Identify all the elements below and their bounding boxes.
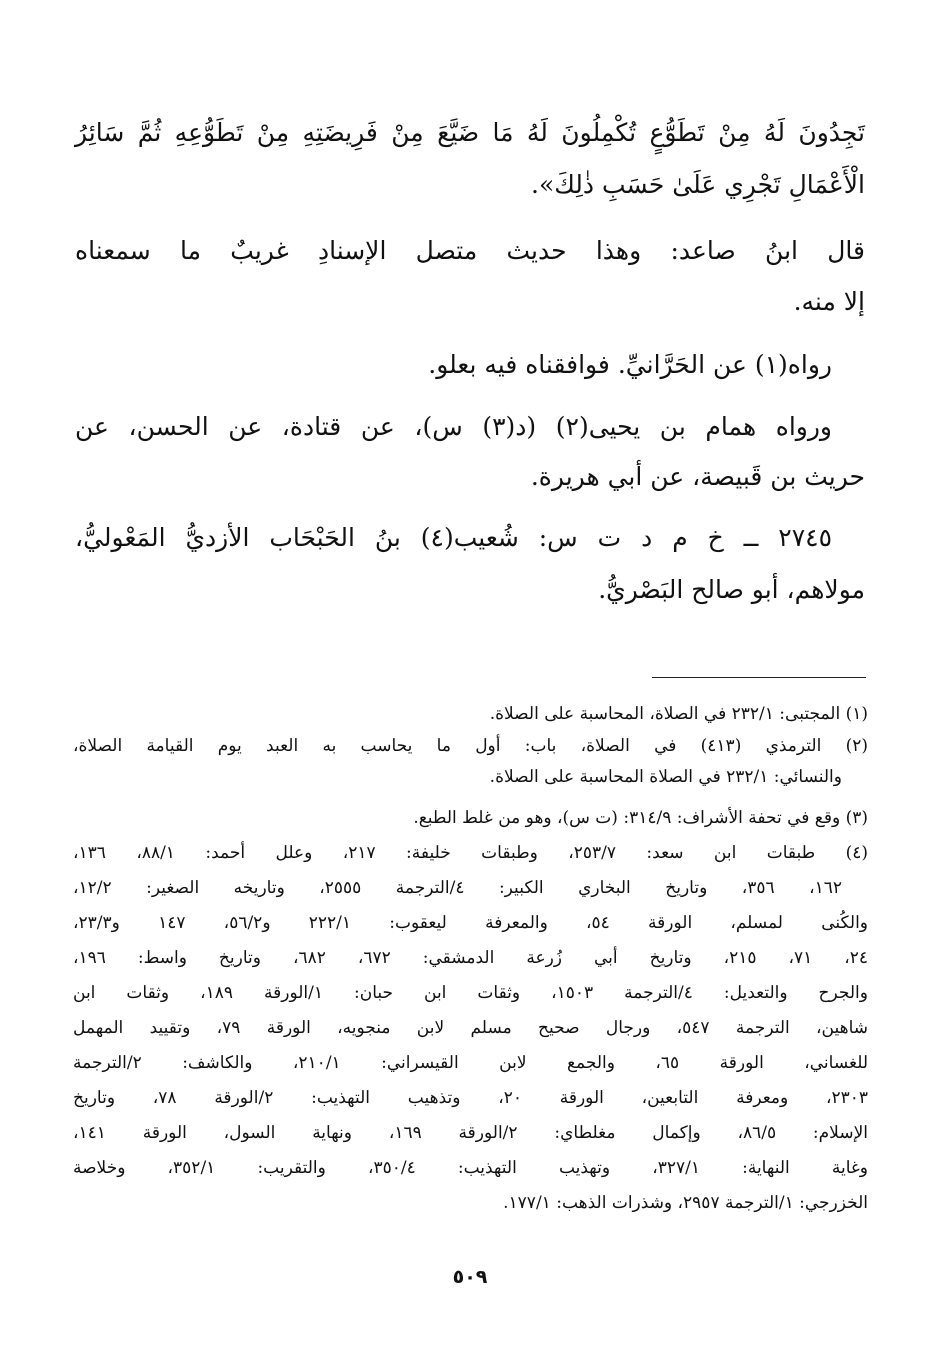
footnote-4-line-5: والجرح والتعديل: ٤/الترجمة ١٥٠٣، وثقات ابن حبان: ١/الورقة ١٨٩، وثقات ابن bbox=[73, 983, 868, 1003]
footnote-3: (٣) وقع في تحفة الأشراف: ٣١٤/٩: (ت س)، وهو من غلط الطبع. bbox=[413, 808, 868, 828]
footnote-4-line-2: ١٦٢، ٣٥٦، وتاريخ البخاري الكبير: ٤/الترجمة ٢٥٥٥، وتاريخه الصغير: ١٢/٢، bbox=[73, 878, 842, 898]
footnote-separator bbox=[652, 677, 866, 678]
page-number: ٥٠٩ bbox=[452, 1266, 488, 1288]
footnote-4-line-10: وغاية النهاية: ٣٢٧/١، وتهذيب التهذيب: ٣٥٠/٤، والتقريب: ٣٥٢/١، وخلاصة bbox=[73, 1158, 868, 1178]
hammam-line-1: ورواه همام بن يحيى(٢) (د(٣) س)، عن قتادة، عن الحسن، عن bbox=[75, 412, 832, 441]
narrator-entry-line-2: مولاهم، أبو صالح البَصْريُّ. bbox=[598, 575, 865, 604]
ibn-saed-line-1: قال ابنُ صاعد: وهذا حديث متصل الإسنادِ غريبٌ ما سمعناه bbox=[75, 236, 865, 265]
footnote-2-line-1: (٢) الترمذي (٤١٣) في الصلاة، باب: أول ما يحاسب به العبد يوم القيامة الصلاة، bbox=[73, 736, 869, 756]
rawah-line: رواه(١) عن الحَرَّانيِّ. فوافقناه فيه بعلو. bbox=[428, 350, 832, 379]
hadith-end-line-1: تَجِدُونَ لَهُ مِنْ تَطَوُّعٍ تُكْمِلُونَ لَهُ مَا ضَيَّعَ مِنْ فَرِيضَتِهِ مِنْ تَطَوُّعِهِ ثُمَّ سَائِرُ bbox=[75, 118, 865, 147]
footnote-4-line-11: الخزرجي: ١/الترجمة ٢٩٥٧، وشذرات الذهب: ١٧٧/١. bbox=[503, 1193, 868, 1213]
footnote-4-line-6: شاهين، الترجمة ٥٤٧، ورجال صحيح مسلم لابن منجويه، الورقة ٧٩، وتقييد المهمل bbox=[73, 1018, 868, 1038]
footnote-1: (١) المجتبى: ٢٣٢/١ في الصلاة، المحاسبة على الصلاة. bbox=[489, 704, 868, 724]
footnote-4-line-3: والكُنى لمسلم، الورقة ٥٤، والمعرفة ليعقوب: ٢٢٢/١ و٥٦/٢، ١٤٧ و٢٣/٣، bbox=[73, 913, 869, 933]
ibn-saed-line-2: إلا منه. bbox=[793, 287, 865, 316]
hammam-line-2: حريث بن قَبيصة، عن أبي هريرة. bbox=[530, 462, 865, 491]
footnote-4-line-8: ٢٣٠٣، ومعرفة التابعين، الورقة ٢٠، وتذهيب التهذيب: ٢/الورقة ٧٨، وتاريخ bbox=[73, 1088, 869, 1108]
footnote-4-line-4: ٢٤، ٧١، ٢١٥، وتاريخ أبي زُرعة الدمشقي: ٦٧٢، ٦٨٢، وتاريخ واسط: ١٩٦، bbox=[73, 948, 869, 968]
footnote-4-line-7: للغساني، الورقة ٦٥، والجمع لابن القيسراني: ٢١٠/١، والكاشف: ٢/الترجمة bbox=[73, 1053, 869, 1073]
footnote-2-line-2: والنسائي: ٢٣٢/١ في الصلاة المحاسبة على الصلاة. bbox=[489, 767, 842, 787]
narrator-entry-line-1: ٢٧٤٥ ــ خ م د ت س: شُعيب(٤) بنُ الحَبْحَاب الأزديُّ المَعْوليُّ، bbox=[75, 523, 832, 552]
footnote-4-line-9: الإسلام: ٨٦/٥، وإكمال مغلطاي: ٢/الورقة ١٦٩، ونهاية السول، الورقة ١٤١، bbox=[73, 1123, 868, 1143]
hadith-end-line-2: الْأَعْمَالِ تَجْرِي عَلَىٰ حَسَبِ ذٰلِكَ». bbox=[531, 170, 865, 199]
footnote-4-line-1: (٤) طبقات ابن سعد: ٢٥٣/٧، وطبقات خليفة: ٢١٧، وعلل أحمد: ٨٨/١، ١٣٦، bbox=[73, 843, 869, 863]
